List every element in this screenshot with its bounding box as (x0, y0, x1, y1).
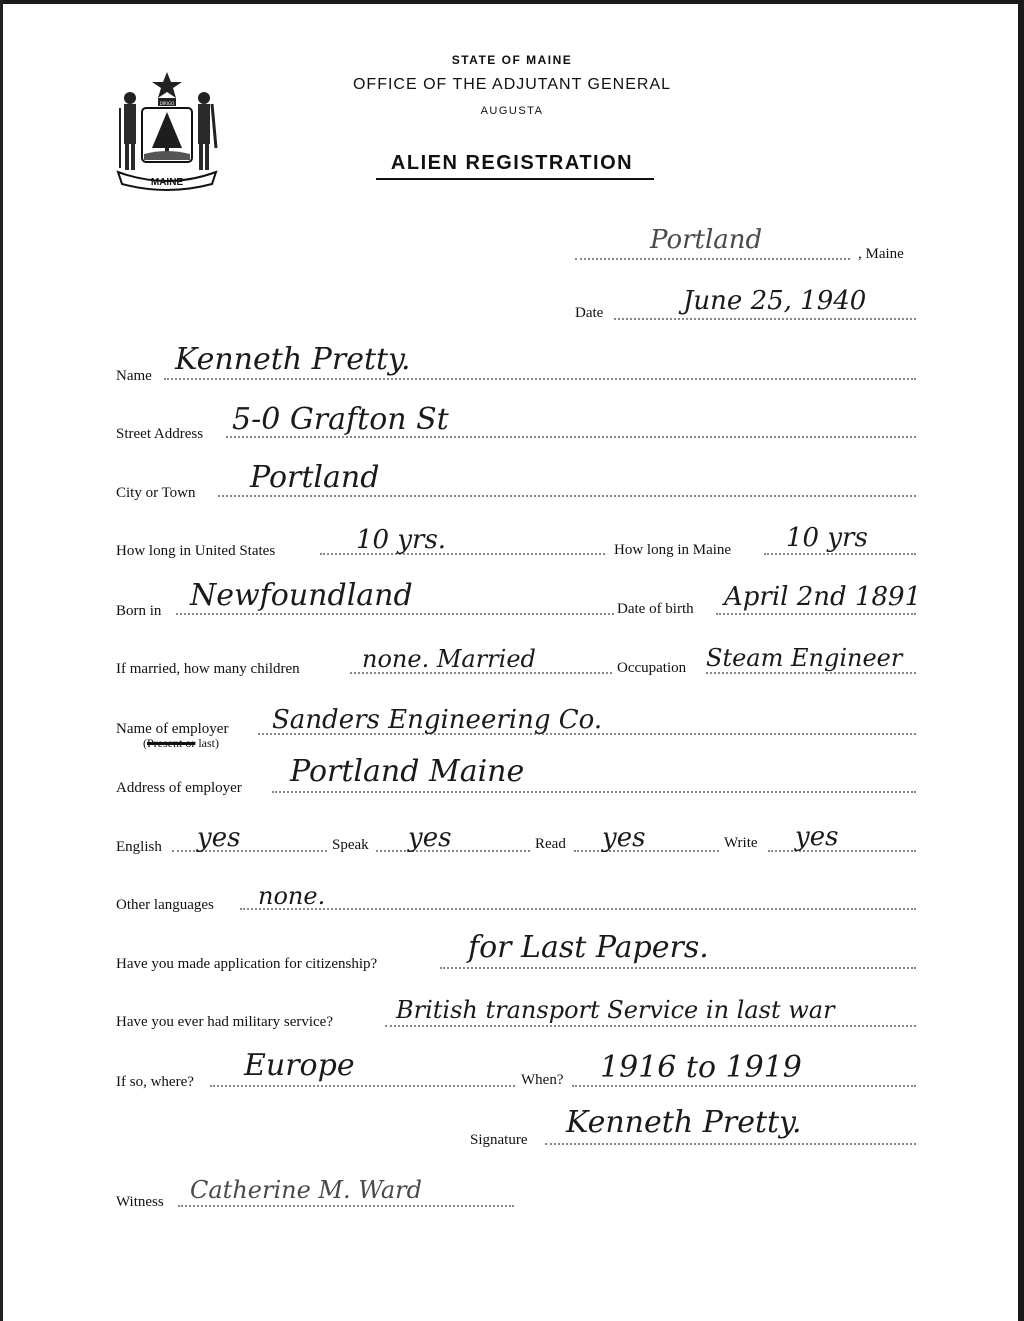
employer-name-note (143, 736, 219, 751)
date-label: Date (575, 305, 604, 321)
employer-note-rest: last) (195, 736, 219, 750)
date-of-birth-value: April 2nd 1891 (724, 582, 922, 612)
signature-value: Kenneth Pretty. (566, 1105, 802, 1140)
speak-label: Speak (332, 837, 369, 853)
where-value: Europe (244, 1048, 355, 1083)
employer-address-line (272, 791, 916, 793)
years-maine-value: 10 yrs (786, 523, 868, 553)
name-label: Name (116, 368, 152, 384)
signature-line (545, 1143, 916, 1145)
place-line (575, 258, 850, 260)
years-us-label: How long in United States (116, 543, 276, 559)
occupation-value: Steam Engineer (706, 644, 903, 672)
children-label: If married, how many children (116, 661, 300, 677)
name-value: Kenneth Pretty. (175, 342, 411, 377)
street-address-value: 5-0 Grafton St (232, 402, 449, 437)
born-in-label: Born in (116, 603, 162, 619)
where-label: If so, where? (116, 1074, 194, 1090)
header-city: AUGUSTA (480, 105, 544, 117)
years-us-value: 10 yrs. (356, 525, 447, 555)
citizenship-line (440, 967, 916, 969)
read-line (574, 850, 719, 852)
military-label: Have you ever had military service? (116, 1014, 333, 1030)
when-label: When? (521, 1072, 564, 1088)
scan-border-left (0, 0, 3, 1321)
employer-address-value: Portland Maine (290, 754, 525, 789)
place-value: Portland (650, 225, 763, 255)
children-value: none. Married (362, 645, 536, 673)
city-label: City or Town (116, 485, 196, 501)
english-line (172, 850, 327, 852)
read-value: yes (602, 823, 646, 853)
english-label: English (116, 839, 162, 855)
date-value: June 25, 1940 (683, 286, 867, 316)
name-line (164, 378, 916, 380)
employer-address-label: Address of employer (116, 780, 242, 796)
title-underline (376, 178, 654, 180)
employer-name-label: Name of employer (116, 721, 229, 737)
header-office: OFFICE OF THE ADJUTANT GENERAL (352, 76, 672, 93)
years-maine-line (764, 553, 916, 555)
date-line (614, 318, 916, 320)
years-maine-label: How long in Maine (614, 542, 732, 558)
header-state: STATE OF MAINE (451, 53, 573, 67)
scan-border-right (1018, 0, 1024, 1321)
other-languages-line (240, 908, 916, 910)
date-of-birth-line (716, 613, 916, 615)
employer-note-struck: Present or (147, 736, 196, 750)
where-line (210, 1085, 515, 1087)
witness-label: Witness (116, 1194, 164, 1210)
witness-value: Catherine M. Ward (190, 1176, 422, 1204)
when-value: 1916 to 1919 (600, 1050, 802, 1085)
city-line (218, 495, 916, 497)
other-languages-label: Other languages (116, 897, 214, 913)
seal-banner-text: MAINE (150, 177, 184, 188)
occupation-line (706, 672, 916, 674)
english-value: yes (197, 823, 241, 853)
signature-label: Signature (470, 1132, 528, 1148)
military-value: British transport Service in last war (396, 996, 835, 1024)
write-line (768, 850, 916, 852)
when-line (572, 1085, 916, 1087)
form-title: ALIEN REGISTRATION (390, 152, 634, 174)
write-value: yes (795, 822, 839, 852)
witness-line (178, 1205, 514, 1207)
read-label: Read (535, 836, 566, 852)
citizenship-value: for Last Papers. (468, 930, 709, 965)
employer-note-open: ( (143, 736, 147, 750)
citizenship-label: Have you made application for citizenship? (116, 956, 378, 972)
street-address-label: Street Address (116, 426, 204, 442)
place-suffix: , Maine (858, 246, 904, 262)
scan-border-top (0, 0, 1024, 4)
date-of-birth-label: Date of birth (617, 601, 694, 617)
city-value: Portland (250, 460, 380, 495)
speak-value: yes (408, 823, 452, 853)
employer-name-value: Sanders Engineering Co. (272, 705, 603, 735)
occupation-label: Occupation (617, 660, 687, 676)
born-in-line (176, 613, 614, 615)
seal-star-text: DIRIGO (159, 101, 175, 106)
other-languages-value: none. (258, 882, 326, 910)
born-in-value: Newfoundland (190, 578, 413, 613)
speak-line (376, 850, 530, 852)
military-line (385, 1025, 916, 1027)
write-label: Write (724, 835, 758, 851)
